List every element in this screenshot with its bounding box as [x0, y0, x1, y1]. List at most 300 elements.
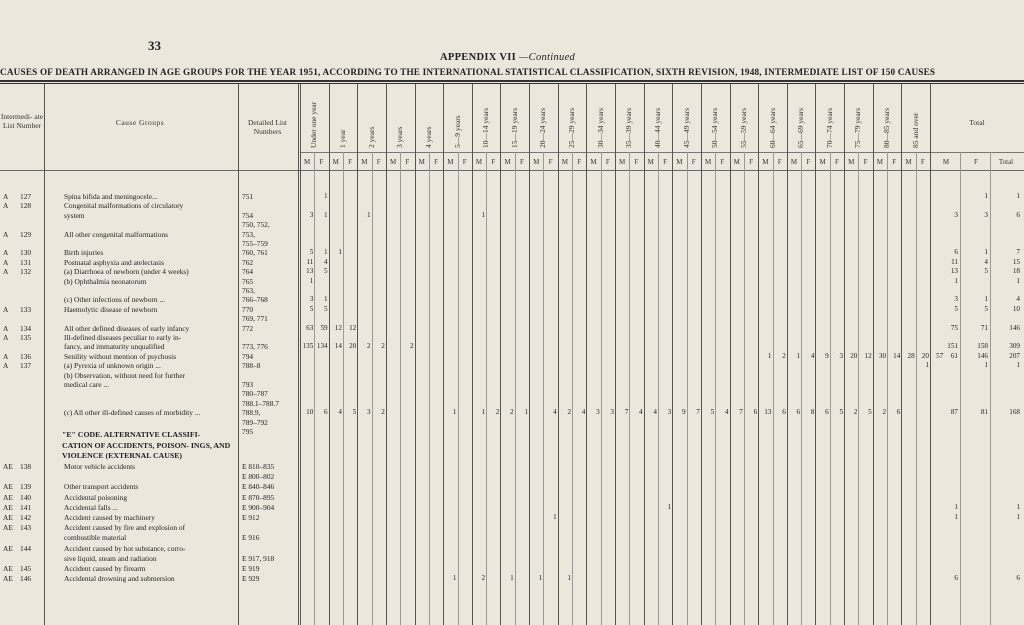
age-cell: 5 — [309, 304, 314, 313]
cause-label: combustible material — [64, 533, 127, 543]
age-cell: 14 — [893, 351, 901, 360]
appendix-title — [440, 52, 575, 63]
total-header-m: M — [942, 158, 950, 166]
age-cell: 1 — [481, 408, 486, 417]
total-all: 309 — [1009, 342, 1020, 351]
sex-header-f: F — [577, 158, 582, 166]
appendix-roman: VII — [499, 52, 517, 63]
detail-code: E 917, 918 — [242, 553, 275, 563]
detail-code: 751 — [242, 192, 254, 201]
grid-line-sub — [314, 152, 315, 625]
sex-header-m: M — [504, 158, 511, 166]
top-rule — [0, 80, 1024, 82]
row-prefix: AE — [3, 523, 13, 533]
grid-line-sub — [687, 152, 688, 625]
grid-line-sub — [830, 152, 831, 625]
row-prefix: AE — [3, 564, 13, 573]
cause-label: All other defined diseases of early infancy — [64, 323, 190, 333]
row-prefix: A — [3, 323, 9, 333]
row-number: 142 — [20, 513, 32, 522]
grid-line-sub — [858, 152, 859, 625]
row-number: 131 — [20, 257, 32, 267]
sex-header-m: M — [848, 158, 855, 166]
sex-header-f: F — [462, 158, 467, 166]
grid-line-sub — [715, 152, 716, 625]
detail-code: 754 — [242, 210, 254, 220]
row-number: 127 — [20, 192, 32, 201]
age-cell: 2 — [409, 342, 414, 351]
total-male: 87 — [950, 408, 958, 417]
age-cell: 1 — [324, 192, 328, 200]
cause-label: Postnatal asphyxia and atelectasis — [64, 257, 164, 267]
row-prefix: AE — [3, 574, 13, 584]
sex-header-m: M — [676, 158, 683, 166]
age-cell: 5 — [352, 408, 357, 417]
sex-header-m: M — [561, 158, 568, 166]
sex-header-m: M — [619, 158, 626, 166]
total-female: 1 — [984, 361, 988, 370]
sex-header-f: F — [548, 158, 553, 166]
total-all: 15 — [1012, 257, 1020, 266]
sex-header-m: M — [905, 158, 912, 166]
sex-header-m: M — [762, 158, 769, 166]
total-female: 146 — [977, 351, 988, 360]
cause-label: Birth injuries — [64, 248, 104, 258]
sex-header-f: F — [920, 158, 925, 166]
sex-header-f: F — [405, 158, 410, 166]
age-cell: 1 — [567, 574, 572, 583]
row-prefix: A — [3, 229, 9, 239]
total-male: 13 — [950, 267, 958, 276]
cause-label: Accident caused by firearm — [64, 564, 146, 573]
detail-code: 766–768 — [242, 295, 268, 305]
detail-code: 769, 771 — [242, 314, 268, 324]
row-number: 136 — [20, 351, 32, 361]
detail-code: E 916 — [242, 533, 260, 543]
total-all: 7 — [1016, 248, 1020, 257]
age-cell: 1 — [553, 513, 557, 521]
detail-code: E 919 — [242, 564, 260, 573]
age-cell: 2 — [481, 574, 486, 583]
age-cell: 20 — [921, 351, 929, 360]
row-number: 132 — [20, 267, 32, 277]
row-prefix: A — [3, 192, 9, 201]
sex-header-f: F — [663, 158, 668, 166]
grid-line-cause — [238, 84, 239, 625]
age-cell: 1 — [510, 574, 514, 583]
age-cell: 20 — [850, 351, 858, 360]
total-all: 4 — [1016, 295, 1020, 304]
grid-line-total-f — [990, 152, 991, 625]
age-cell: 1 — [366, 210, 371, 219]
sex-header-m: M — [389, 158, 397, 166]
detail-code: 780–787 — [242, 389, 268, 399]
age-cell: 3 — [839, 351, 844, 360]
age-cell: 63 — [306, 323, 314, 332]
age-cell: 9 — [681, 408, 686, 417]
age-group-header: 65—69 years — [796, 107, 806, 148]
grid-line-sub — [372, 152, 373, 625]
cause-label: Motor vehicle accidents — [64, 462, 136, 471]
cause-label: Accident caused by machinery — [64, 513, 155, 522]
cause-label: system — [64, 210, 85, 220]
total-male: 1 — [954, 502, 958, 511]
row-prefix: AE — [3, 513, 13, 522]
detail-code: 750, 752, — [242, 220, 270, 230]
age-cell: 3 — [309, 210, 314, 219]
total-all: 6 — [1016, 210, 1020, 219]
detail-code: 764 — [242, 267, 254, 277]
age-group-header: 15—19 years — [509, 107, 519, 148]
row-prefix: AE — [3, 482, 13, 492]
sex-header-m: M — [790, 158, 798, 166]
age-cell: 3 — [596, 408, 600, 417]
total-header-f: F — [974, 158, 978, 166]
total-male: 75 — [950, 323, 958, 332]
cause-label: (a) Diarrhoea of newborn (under 4 weeks) — [64, 267, 189, 277]
sex-header-m: M — [590, 158, 597, 166]
row-number: 129 — [20, 229, 32, 239]
detail-code: 789–792 — [242, 417, 268, 427]
age-cell: 5 — [710, 408, 715, 417]
age-cell: 1 — [324, 248, 328, 257]
row-prefix: AE — [3, 492, 13, 502]
grid-line-sub — [801, 152, 802, 625]
age-group-header: 75—79 years — [853, 107, 863, 148]
row-prefix: A — [3, 267, 9, 277]
age-cell: 4 — [338, 408, 342, 417]
age-group-header: 2 years — [366, 126, 376, 148]
total-female: 1 — [984, 295, 988, 304]
row-number: 145 — [20, 564, 32, 573]
total-male: 61 — [950, 351, 958, 360]
age-cell: 1 — [452, 574, 457, 583]
age-cell: 7 — [739, 408, 743, 417]
grid-line-num — [44, 84, 45, 625]
sex-header-m: M — [361, 158, 368, 166]
age-cell: 1 — [667, 502, 672, 511]
grid-line-sub — [515, 152, 516, 625]
grid-line-sub — [429, 152, 430, 625]
age-group-header: 30—34 years — [595, 107, 605, 148]
total-all: 1 — [1016, 361, 1020, 370]
cause-label: (a) Pyrexia of unknown origin ... — [64, 361, 161, 371]
grid-line-sub — [458, 152, 459, 625]
age-cell: 2 — [381, 408, 385, 417]
age-cell: 5 — [324, 304, 328, 313]
row-number: 144 — [20, 543, 32, 553]
header-intermediate: Intermedi- ate List Number — [0, 112, 44, 130]
age-cell: 11 — [306, 257, 314, 266]
sex-header-m: M — [475, 158, 483, 166]
age-cell: 12 — [349, 323, 357, 332]
age-cell: 3 — [667, 408, 672, 417]
age-cell: 5 — [324, 267, 328, 276]
cause-label: Congenital malformations of circulatory — [64, 201, 184, 211]
cause-label: sive liquid, steam and radiation — [64, 553, 157, 563]
detail-code: 763, — [242, 286, 255, 295]
total-male: 151 — [947, 342, 958, 351]
sex-header-f: F — [863, 158, 868, 166]
grid-line-sub — [629, 152, 630, 625]
row-number: 146 — [20, 574, 32, 584]
grid-line-sub — [601, 152, 602, 625]
header-detailed: Detailed List Numbers — [248, 118, 287, 136]
sex-header-f: F — [376, 158, 381, 166]
age-group-header: 85 and over — [910, 112, 920, 148]
sex-header-m: M — [876, 158, 883, 166]
total-all: 6 — [1016, 574, 1020, 583]
total-male: 3 — [954, 295, 958, 304]
sex-header-f: F — [634, 158, 639, 166]
total-male: 11 — [951, 257, 958, 266]
total-all: 146 — [1009, 323, 1020, 332]
age-group-header: 1 year — [337, 129, 347, 148]
age-cell: 1 — [481, 210, 486, 219]
page-number: 33 — [148, 38, 161, 53]
age-cell: 4 — [724, 408, 729, 417]
age-cell: 1 — [925, 361, 929, 370]
cause-label: medical care ... — [64, 380, 109, 389]
row-number: 134 — [20, 323, 32, 333]
sex-header-m: M — [733, 158, 740, 166]
cause-label: (b) Observation, without need for further — [64, 370, 186, 380]
detail-code: E 929 — [242, 574, 260, 584]
sex-header-f: F — [720, 158, 725, 166]
grid-line-sub — [744, 152, 745, 625]
row-number: 135 — [20, 333, 32, 342]
age-cell: 5 — [309, 248, 314, 257]
age-cell: 6 — [825, 408, 829, 417]
age-group-header: 70—74 years — [824, 107, 834, 148]
row-prefix: A — [3, 351, 9, 361]
age-cell: 1 — [796, 351, 801, 360]
age-cell: 8 — [810, 408, 815, 417]
grid-line-sub — [887, 152, 888, 625]
detail-code: 762 — [242, 257, 254, 267]
detail-code: E 912 — [242, 513, 260, 522]
age-cell: 6 — [324, 408, 328, 417]
sex-header-f: F — [348, 158, 353, 166]
age-cell: 14 — [334, 342, 342, 351]
age-cell: 20 — [349, 342, 357, 351]
age-cell: 4 — [653, 408, 657, 417]
total-male: 3 — [954, 210, 958, 219]
detail-code: E 870–895 — [242, 492, 275, 502]
total-male: 6 — [954, 248, 958, 257]
total-female: 4 — [984, 257, 988, 266]
row-prefix: AE — [3, 543, 13, 553]
age-cell: 134 — [316, 342, 328, 351]
total-male: 6 — [954, 574, 958, 583]
cause-label: Accidental falls ... — [64, 502, 118, 512]
sex-header-m: M — [332, 158, 339, 166]
age-group-header: 50—54 years — [710, 107, 720, 148]
age-cell: 4 — [639, 408, 643, 417]
row-number: 139 — [20, 482, 32, 492]
age-cell: 4 — [810, 351, 815, 360]
sex-header-f: F — [691, 158, 696, 166]
total-all: 1 — [1016, 502, 1020, 511]
row-number: 133 — [20, 304, 32, 314]
age-cell: 5 — [868, 408, 872, 417]
row-prefix: A — [3, 361, 9, 371]
age-cell: 4 — [553, 408, 557, 417]
detail-code: 772 — [242, 323, 254, 333]
age-cell: 13 — [764, 408, 772, 417]
sex-header-m: M — [533, 158, 540, 166]
detail-code: 788.1–788.7 — [242, 398, 279, 408]
grid-line-sub — [916, 152, 917, 625]
grid-line-sub — [658, 152, 659, 625]
total-header-total_col: Total — [998, 158, 1014, 166]
section-e-heading: "E" CODE. ALTERNATIVE CLASSIFI- CATION OF ACCIDENTS, POISON- INGS, AND VIOLENCE (EXTERNAL CAUSE) — [62, 430, 231, 460]
table-heading: CAUSES OF DEATH ARRANGED IN AGE GROUPS FOR THE YEAR 1951, ACCORDING TO THE INTERNATIONAL STATISTICAL CLASSIFICATION, SIXTH REVISION, 1948, INTERMEDIATE LIST OF 150 CAUSES — [0, 67, 936, 77]
age-cell: 6 — [753, 408, 758, 417]
total-male: 1 — [954, 276, 958, 285]
top-rule-2 — [0, 83, 1024, 84]
age-cell: 2 — [495, 408, 500, 417]
appendix-label: APPENDIX — [440, 52, 497, 63]
grid-line-sub — [343, 152, 344, 625]
detail-code: 788–8 — [242, 361, 261, 371]
sex-header-f: F — [806, 158, 811, 166]
age-cell: 1 — [324, 295, 328, 304]
age-cell: 1 — [452, 408, 457, 417]
grid-line-total-m — [960, 152, 961, 625]
detail-code: 788.9, — [242, 408, 261, 418]
age-cell: 4 — [324, 257, 328, 266]
age-cell: 57 — [936, 351, 944, 360]
age-cell: 3 — [309, 295, 314, 304]
detail-code: 793 — [242, 380, 254, 389]
age-group-header: 4 years — [423, 126, 433, 148]
row-number: 143 — [20, 523, 32, 533]
age-cell: 7 — [624, 408, 629, 417]
age-group-header: 10—14 years — [481, 107, 491, 148]
age-group-header: 40—44 years — [652, 107, 662, 148]
sex-header-f: F — [605, 158, 610, 166]
age-cell: 6 — [782, 408, 786, 417]
detail-code: E 840–846 — [242, 482, 275, 492]
age-cell: 6 — [796, 408, 801, 417]
total-all: 1 — [1016, 192, 1020, 200]
cause-label: All other congenital malformations — [64, 229, 169, 239]
age-cell: 6 — [896, 408, 901, 417]
sex-header-m: M — [447, 158, 454, 166]
age-cell: 2 — [782, 351, 786, 360]
cause-label: fancy, and immaturity unqualified — [64, 342, 165, 352]
row-prefix: A — [3, 333, 9, 342]
age-cell: 2 — [567, 408, 572, 417]
detail-code: 770 — [242, 304, 254, 314]
cause-label: Haemolytic disease of newborn — [64, 304, 158, 314]
detail-code: 760, 761 — [242, 248, 268, 258]
age-cell: 135 — [302, 342, 314, 351]
cause-label: (c) Other infections of newborn ... — [64, 295, 165, 305]
age-cell: 3 — [366, 408, 371, 417]
age-cell: 30 — [878, 351, 887, 360]
age-group-header: 3 years — [395, 126, 405, 148]
row-number: 137 — [20, 361, 32, 371]
age-group-header: Under one year — [309, 101, 319, 148]
cause-label: Spina bifida and meningocele... — [64, 192, 158, 201]
age-cell: 1 — [338, 248, 342, 257]
cause-label: Senility without mention of psychosis — [64, 351, 177, 361]
sex-header-f: F — [434, 158, 438, 166]
sex-header-f: F — [892, 158, 897, 166]
cause-label: (b) Ophthalmia neonatorum — [64, 276, 147, 286]
grid-line-detail — [298, 84, 299, 625]
detail-code: 794 — [242, 351, 254, 361]
sex-header-f: F — [519, 158, 524, 166]
total-female: 5 — [984, 267, 988, 276]
age-cell: 2 — [510, 408, 514, 417]
age-cell: 4 — [581, 408, 586, 417]
age-cell: 28 — [907, 351, 915, 360]
age-cell: 1 — [309, 276, 314, 285]
age-cell: 12 — [334, 323, 342, 332]
sex-header-f: F — [749, 158, 753, 166]
age-group-header: 25—29 years — [567, 107, 577, 148]
age-cell: 1 — [324, 210, 328, 219]
age-cell: 2 — [381, 342, 385, 351]
detail-code: E 800–802 — [242, 472, 275, 482]
age-cell: 7 — [696, 408, 700, 417]
grid-line-sub — [543, 152, 544, 625]
cause-label: Accident caused by hot substance, corro- — [64, 543, 186, 553]
age-cell: 59 — [320, 323, 328, 332]
age-cell: 2 — [366, 342, 371, 351]
age-cell: 2 — [882, 408, 887, 417]
age-group-header: 5—9 years — [452, 115, 462, 148]
detail-code: 765 — [242, 276, 254, 286]
total-female: 5 — [984, 304, 988, 313]
total-male: 1 — [954, 513, 958, 521]
row-prefix: A — [3, 257, 9, 267]
grid-line-sub — [486, 152, 487, 625]
sex-header-m: M — [418, 158, 425, 166]
age-group-header: 80—85 years — [882, 107, 892, 148]
sex-header-m: M — [647, 158, 654, 166]
total-female: 81 — [980, 408, 988, 417]
total-male: 5 — [954, 304, 958, 313]
sex-header-f: F — [777, 158, 782, 166]
detail-code: 773, 776 — [242, 342, 268, 352]
sex-header-f: F — [319, 158, 324, 166]
detail-code: E 900–904 — [242, 502, 275, 512]
age-group-header: 55—59 years — [738, 107, 748, 148]
sex-header-m: M — [704, 158, 712, 166]
grid-line-sub — [773, 152, 774, 625]
row-number: 130 — [20, 248, 32, 258]
cause-label: Other transport accidents — [64, 482, 139, 492]
row-prefix: A — [3, 201, 9, 211]
age-cell: 12 — [864, 351, 872, 360]
detail-code: 755–759 — [242, 239, 268, 248]
header-total: Total — [969, 118, 985, 127]
row-prefix: AE — [3, 502, 13, 512]
grid-line-sub — [400, 152, 401, 625]
detail-code: 753, — [242, 229, 255, 239]
total-all: 207 — [1009, 351, 1020, 360]
cause-label: Accident caused by fire and explosion of — [64, 523, 186, 533]
row-prefix: AE — [3, 462, 13, 471]
cause-label: (c) All other ill-defined causes of morbidity ... — [64, 408, 201, 418]
row-number: 140 — [20, 492, 32, 502]
cause-label: Ill-defined diseases peculiar to early in- — [64, 333, 182, 342]
row-number: 138 — [20, 462, 32, 471]
